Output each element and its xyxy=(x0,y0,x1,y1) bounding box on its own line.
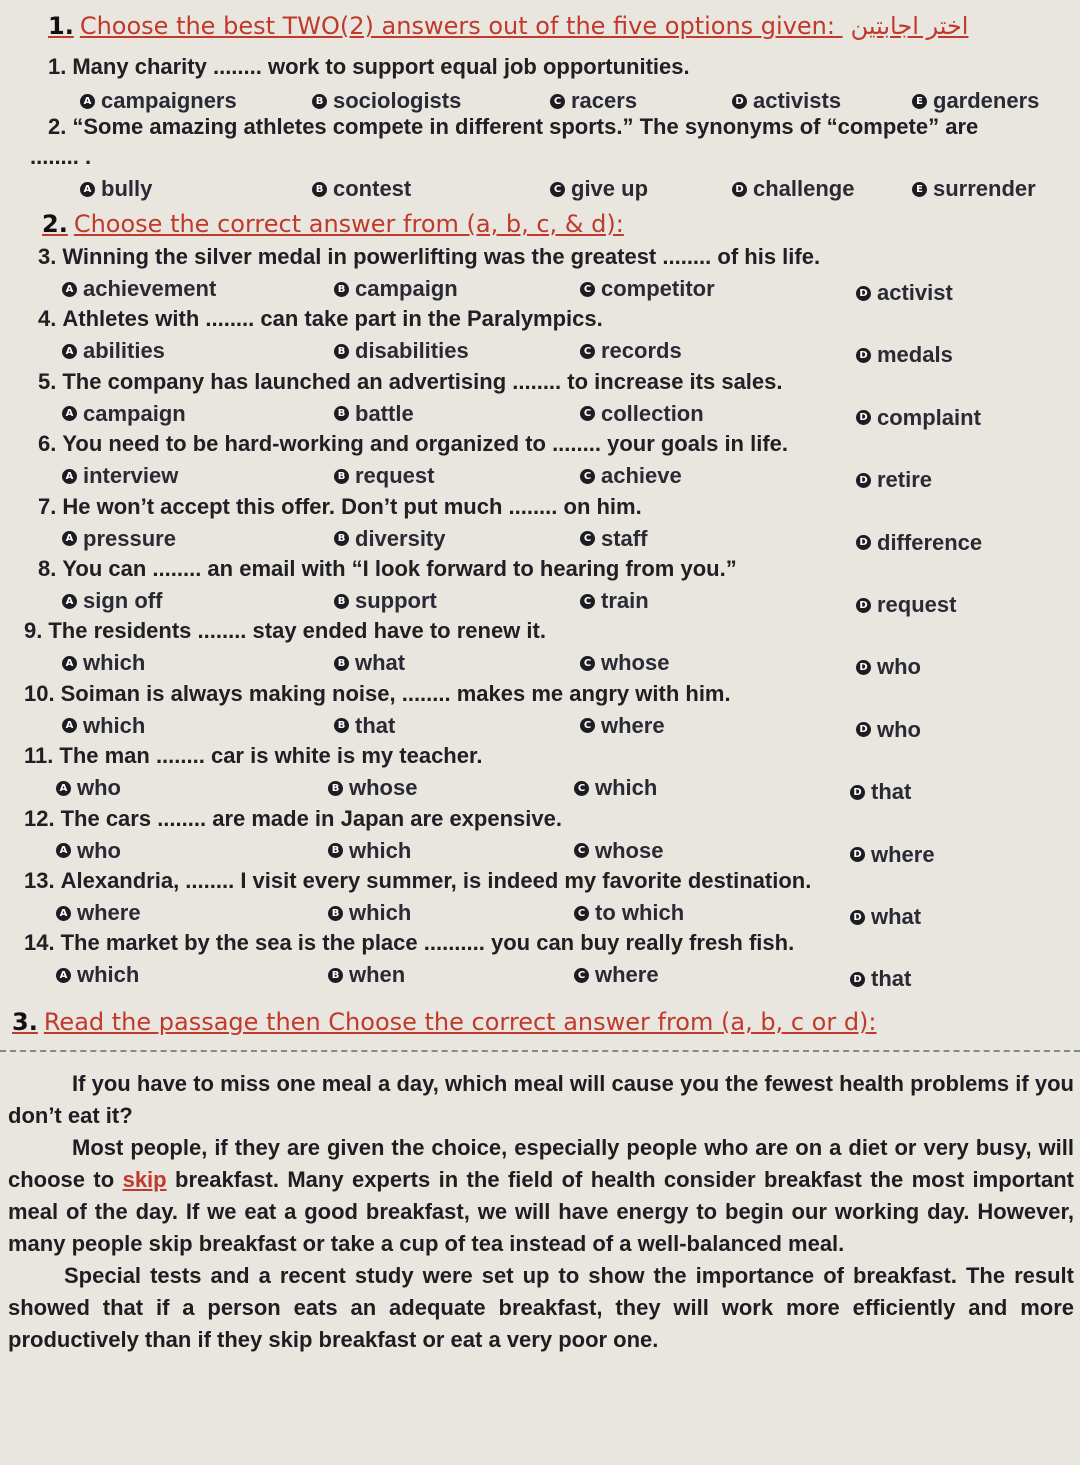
question-text: He won’t accept this offer. Don’t put much ........ on him. xyxy=(62,493,642,519)
passage-text: Special tests and a recent study were set up to show the importance of breakfast. The result showed that if a person eats an adequate breakfast, they will work more efficiently and more productively than if they skip breakfast or eat a very poor one. xyxy=(8,1263,1074,1352)
option-letter-icon: D xyxy=(856,410,871,425)
option-label: who xyxy=(77,837,121,863)
option-label: records xyxy=(601,338,682,364)
option-label: gardeners xyxy=(933,88,1040,113)
answer-option[interactable] xyxy=(580,463,682,489)
answer-option[interactable] xyxy=(856,654,921,680)
question-number: 12. xyxy=(24,805,55,831)
option-label: whose xyxy=(349,775,418,801)
answer-option[interactable] xyxy=(328,838,411,864)
option-label: contest xyxy=(333,176,412,201)
option-letter-icon: D xyxy=(856,473,871,488)
option-label: which xyxy=(349,900,412,925)
option-letter-icon: A xyxy=(56,906,71,921)
option-label: staff xyxy=(601,525,648,551)
answer-option[interactable] xyxy=(62,276,216,302)
question-text: Many charity ........ work to support equal job opportunities. xyxy=(72,54,690,79)
option-letter-icon: A xyxy=(80,94,95,109)
option-label: campaign xyxy=(83,400,186,426)
option-label: which xyxy=(349,837,412,863)
option-label: interview xyxy=(83,463,179,489)
question-number: 5. xyxy=(38,368,57,394)
option-letter-icon: A xyxy=(62,718,77,733)
option-letter-icon: D xyxy=(850,785,865,800)
answer-option[interactable] xyxy=(56,962,139,988)
option-label: collection xyxy=(601,400,704,426)
question-number: 8. xyxy=(38,556,57,581)
option-letter-icon: B xyxy=(334,594,349,609)
option-label: whose xyxy=(595,837,664,863)
option-letter-icon: C xyxy=(580,344,595,359)
option-letter-icon: A xyxy=(80,182,95,197)
answer-option[interactable] xyxy=(732,88,841,114)
answer-option[interactable] xyxy=(574,900,684,926)
question-number: 3. xyxy=(38,244,57,269)
option-label: abilities xyxy=(83,338,165,364)
section-2-title: Choose the correct answer from (a, b, c, & d): xyxy=(73,210,624,238)
section-1-title: Choose the best TWO(2) answers out of the five options given: xyxy=(79,12,835,40)
answer-option[interactable] xyxy=(80,88,237,114)
option-letter-icon: B xyxy=(334,531,349,546)
question-number: 13. xyxy=(24,868,55,893)
option-label: bully xyxy=(101,176,153,201)
option-label: achieve xyxy=(601,463,682,489)
option-label: that xyxy=(871,779,912,805)
section-1-arabic: اختر اجابتين xyxy=(850,12,969,40)
option-letter-icon: B xyxy=(334,344,349,359)
option-letter-icon: B xyxy=(334,282,349,297)
option-label: what xyxy=(355,650,406,676)
section-2-heading xyxy=(42,210,624,238)
answer-option[interactable] xyxy=(732,176,854,202)
section-3-title: Read the passage then Choose the correct answer from (a, b, c or d): xyxy=(43,1008,877,1036)
question-text: The company has launched an advertising ........ to increase its sales. xyxy=(62,368,783,394)
option-letter-icon: C xyxy=(574,906,589,921)
question-text: You can ........ an email with “I look forward to hearing from you.” xyxy=(62,556,737,581)
option-letter-icon: A xyxy=(62,531,77,546)
answer-option[interactable] xyxy=(856,530,982,556)
passage-paragraph xyxy=(8,1132,1074,1260)
answer-option[interactable] xyxy=(580,526,647,552)
section-3-number: 3. xyxy=(12,1008,38,1036)
option-letter-icon: B xyxy=(312,182,327,197)
answer-option[interactable] xyxy=(550,176,648,202)
section-3-heading xyxy=(12,1008,877,1036)
answer-option[interactable] xyxy=(856,405,981,431)
question-text: Soiman is always making noise, ........ makes me angry with him. xyxy=(60,680,731,706)
answer-option[interactable] xyxy=(62,713,145,739)
option-label: pressure xyxy=(83,525,176,551)
answer-option[interactable] xyxy=(580,588,649,614)
option-label: to which xyxy=(595,900,685,925)
question-text: “Some amazing athletes compete in different sports.” The synonyms of “compete” are xyxy=(72,114,979,139)
option-letter-icon: E xyxy=(912,182,927,197)
option-letter-icon: B xyxy=(334,718,349,733)
answer-option[interactable] xyxy=(850,904,921,930)
answer-option[interactable] xyxy=(574,775,657,801)
option-letter-icon: B xyxy=(328,906,343,921)
answer-option[interactable] xyxy=(856,342,953,368)
option-label: competitor xyxy=(601,276,715,301)
option-letter-icon: A xyxy=(56,781,71,796)
option-letter-icon: D xyxy=(856,535,871,550)
dashed-divider xyxy=(0,1050,1080,1052)
answer-option[interactable] xyxy=(850,842,935,868)
option-letter-icon: D xyxy=(850,910,865,925)
question-text: Alexandria, ........ I visit every summer, is indeed my favorite destination. xyxy=(60,868,812,893)
answer-option[interactable] xyxy=(580,276,715,302)
option-letter-icon: D xyxy=(850,972,865,987)
option-letter-icon: E xyxy=(912,94,927,109)
option-letter-icon: B xyxy=(334,656,349,671)
answer-option[interactable] xyxy=(80,176,152,202)
option-label: where xyxy=(77,900,141,925)
answer-option[interactable] xyxy=(580,650,669,676)
answer-option[interactable] xyxy=(312,88,461,114)
section-1-number: 1. xyxy=(48,12,74,40)
section-1-heading xyxy=(48,12,968,40)
answer-option[interactable] xyxy=(328,900,411,926)
answer-option[interactable] xyxy=(550,88,637,114)
reading-passage xyxy=(8,1068,1074,1356)
option-label: disabilities xyxy=(355,338,469,364)
option-letter-icon: C xyxy=(574,843,589,858)
answer-option[interactable] xyxy=(334,401,414,427)
answer-option[interactable] xyxy=(62,588,162,614)
answer-option[interactable] xyxy=(574,962,659,988)
answer-option[interactable] xyxy=(580,713,665,739)
question-text: The market by the sea is the place .......... you can buy really fresh fish. xyxy=(60,930,795,956)
question-number: 4. xyxy=(38,306,57,332)
option-label: who xyxy=(877,654,921,680)
option-letter-icon: C xyxy=(550,182,565,197)
answer-option[interactable] xyxy=(574,838,663,864)
option-label: achievement xyxy=(83,276,217,301)
answer-option[interactable] xyxy=(856,467,932,493)
option-label: when xyxy=(349,962,406,988)
answer-option[interactable] xyxy=(856,592,956,618)
option-label: campaigners xyxy=(101,88,237,113)
option-letter-icon: B xyxy=(328,843,343,858)
question-text: The cars ........ are made in Japan are expensive. xyxy=(60,805,562,831)
option-letter-icon: A xyxy=(56,843,71,858)
question-number: 14. xyxy=(24,930,55,956)
answer-option[interactable] xyxy=(912,176,1036,202)
option-label: support xyxy=(355,588,437,613)
option-label: which xyxy=(77,962,140,988)
passage-text: If you have to miss one meal a day, which meal will cause you the fewest health problems if you don’t eat it? xyxy=(8,1071,1074,1128)
option-letter-icon: D xyxy=(856,722,871,737)
question-text: You need to be hard-working and organized to ........ your goals in life. xyxy=(62,431,789,457)
option-label: activists xyxy=(753,88,842,113)
option-letter-icon: D xyxy=(856,286,871,301)
passage-paragraph xyxy=(8,1260,1074,1356)
highlighted-word: skip xyxy=(122,1167,167,1192)
option-label: activist xyxy=(877,280,953,305)
option-letter-icon: A xyxy=(62,469,77,484)
option-label: where xyxy=(601,712,665,738)
option-label: racers xyxy=(571,88,638,113)
option-letter-icon: C xyxy=(580,469,595,484)
answer-option[interactable] xyxy=(856,280,953,306)
question-number: 7. xyxy=(38,493,57,519)
passage-paragraph xyxy=(8,1068,1074,1132)
option-letter-icon: A xyxy=(62,282,77,297)
option-letter-icon: A xyxy=(62,656,77,671)
option-letter-icon: B xyxy=(328,968,343,983)
answer-option[interactable] xyxy=(334,276,458,302)
option-label: request xyxy=(877,592,957,617)
answer-option[interactable] xyxy=(56,900,141,926)
option-label: campaign xyxy=(355,276,458,301)
option-letter-icon: B xyxy=(328,781,343,796)
option-label: diversity xyxy=(355,525,446,551)
option-letter-icon: B xyxy=(334,406,349,421)
answer-option[interactable] xyxy=(580,401,704,427)
option-letter-icon: C xyxy=(580,282,595,297)
answer-option[interactable] xyxy=(62,526,176,552)
option-letter-icon: A xyxy=(56,968,71,983)
option-letter-icon: D xyxy=(856,598,871,613)
option-letter-icon: A xyxy=(62,406,77,421)
answer-option[interactable] xyxy=(334,463,434,489)
answer-option[interactable] xyxy=(56,775,121,801)
answer-option[interactable] xyxy=(850,966,911,992)
answer-option[interactable] xyxy=(850,779,911,805)
question-text: The residents ........ stay ended have to renew it. xyxy=(48,618,546,644)
option-label: give up xyxy=(571,176,649,201)
option-label: sign off xyxy=(83,588,163,613)
question-number: 2. xyxy=(48,114,67,139)
question-number: 10. xyxy=(24,680,55,706)
option-letter-icon: D xyxy=(850,847,865,862)
option-label: battle xyxy=(355,400,414,426)
option-label: which xyxy=(83,650,146,676)
option-label: request xyxy=(355,463,435,489)
option-label: sociologists xyxy=(333,88,462,113)
option-label: what xyxy=(871,904,922,929)
answer-option[interactable] xyxy=(912,88,1039,114)
option-label: challenge xyxy=(753,176,855,201)
option-letter-icon: D xyxy=(856,348,871,363)
option-label: which xyxy=(83,712,146,738)
section-2-number: 2. xyxy=(42,210,68,238)
answer-option[interactable] xyxy=(312,176,411,202)
option-letter-icon: C xyxy=(580,718,595,733)
question-number: 11. xyxy=(24,743,54,769)
option-letter-icon: C xyxy=(580,531,595,546)
answer-option[interactable] xyxy=(334,713,395,739)
option-label: that xyxy=(355,712,396,738)
question-number: 9. xyxy=(24,618,43,644)
option-label: whose xyxy=(601,650,670,676)
option-label: retire xyxy=(877,467,933,493)
option-letter-icon: C xyxy=(574,781,589,796)
option-label: difference xyxy=(877,529,983,555)
option-letter-icon: D xyxy=(732,182,747,197)
question-continuation: ........ . xyxy=(30,144,92,169)
option-letter-icon: C xyxy=(580,406,595,421)
option-label: surrender xyxy=(933,176,1036,201)
option-letter-icon: D xyxy=(732,94,747,109)
option-label: train xyxy=(601,588,649,613)
option-label: where xyxy=(871,841,935,867)
option-label: where xyxy=(595,962,659,988)
question-number: 6. xyxy=(38,431,57,457)
option-letter-icon: C xyxy=(550,94,565,109)
option-letter-icon: C xyxy=(574,968,589,983)
option-label: complaint xyxy=(877,404,981,430)
answer-option[interactable] xyxy=(328,962,405,988)
option-label: who xyxy=(877,716,921,742)
answer-option[interactable] xyxy=(334,650,405,676)
option-label: which xyxy=(595,775,658,801)
answer-option[interactable] xyxy=(62,650,145,676)
answer-option[interactable] xyxy=(856,717,921,743)
option-letter-icon: D xyxy=(856,660,871,675)
option-letter-icon: B xyxy=(312,94,327,109)
option-letter-icon: A xyxy=(62,344,77,359)
answer-option[interactable] xyxy=(328,775,417,801)
option-label: who xyxy=(77,775,121,801)
option-label: that xyxy=(871,966,912,992)
answer-option[interactable] xyxy=(56,838,121,864)
question-text: Athletes with ........ can take part in the Paralympics. xyxy=(62,306,603,332)
option-label: medals xyxy=(877,342,953,368)
answer-option[interactable] xyxy=(62,338,165,364)
answer-option[interactable] xyxy=(62,401,186,427)
option-letter-icon: C xyxy=(580,656,595,671)
answer-option[interactable] xyxy=(62,463,178,489)
answer-option[interactable] xyxy=(334,338,469,364)
passage-text: Most people, if they are given the choice, especially people who are on a diet or very busy, will choose to xyxy=(8,1135,1074,1192)
question-text: The man ........ car is white is my teacher. xyxy=(59,743,483,769)
passage-text: breakfast. Many experts in the field of health consider breakfast the most important meal of the day. If we eat a good breakfast, we will have energy to begin our working day. However, many people skip breakfast or take a cup of tea instead of a well-balanced meal. xyxy=(8,1167,1074,1256)
answer-option[interactable] xyxy=(334,588,437,614)
question-text: Winning the silver medal in powerlifting was the greatest ........ of his life. xyxy=(62,244,821,269)
option-letter-icon: B xyxy=(334,469,349,484)
option-letter-icon: A xyxy=(62,594,77,609)
answer-option[interactable] xyxy=(580,338,682,364)
answer-option[interactable] xyxy=(334,526,446,552)
option-letter-icon: C xyxy=(580,594,595,609)
question-number: 1. xyxy=(48,54,67,79)
